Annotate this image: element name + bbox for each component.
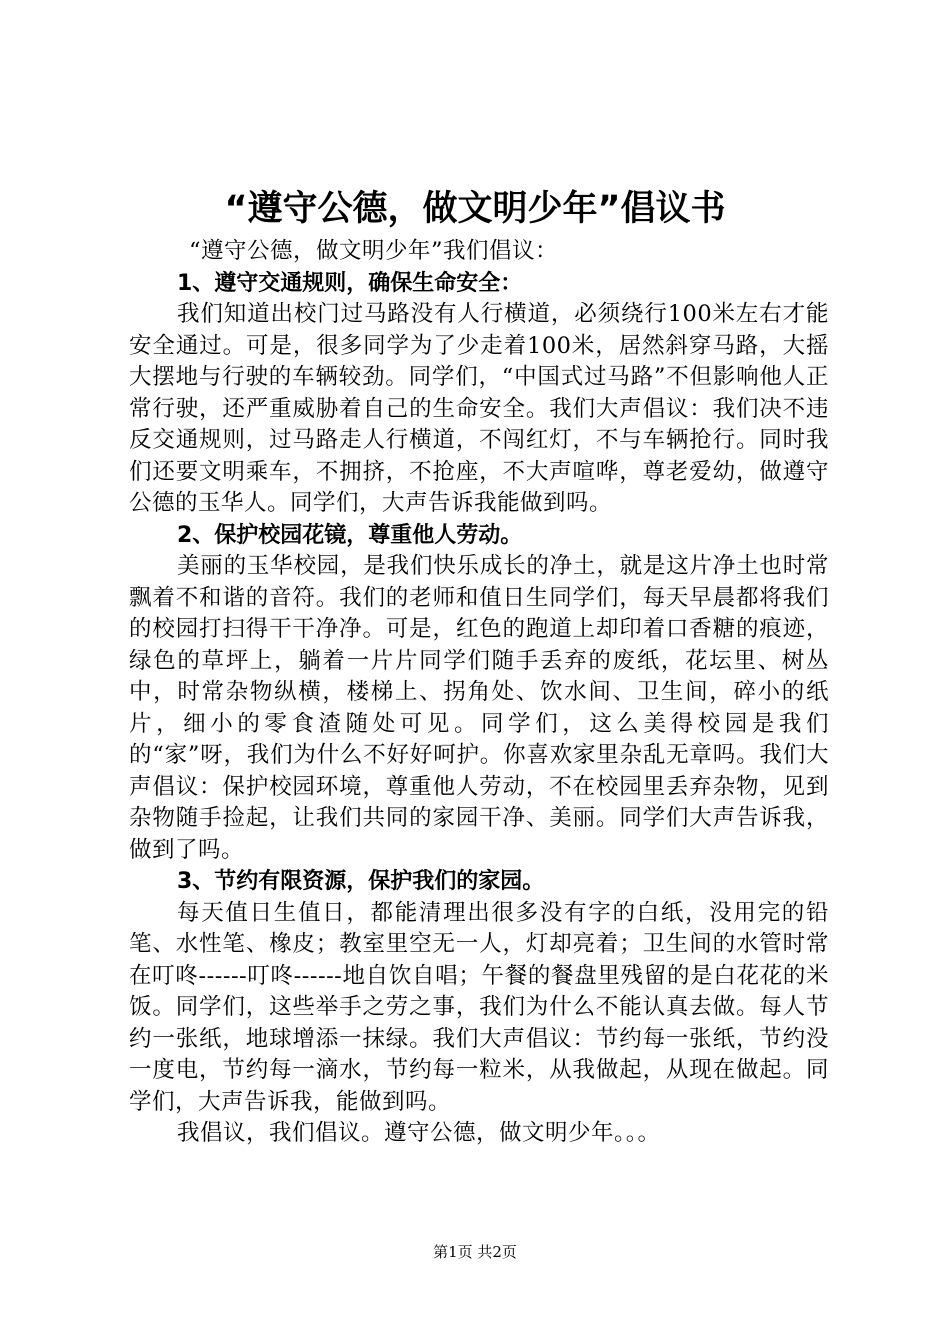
paragraph-campus: 美丽的玉华校园，是我们快乐成长的净土，就是这片净土也时常飘着不和谐的音符。我们的老师和值日生同学们，每天早晨都将我们的校园打扫得干干净净。可是，红色的跑道上却印着口香糖的痕迹，绿色的草坪上，躺着一片片同学们随手丢弃的废纸，花坛里、树丛中，时常杂物纵横，楼梯上、拐角处、饮水间、卫生间，碎小的纸片，细小的零食渣随处可见。同学们，这么美得校园是我们的“家”呀，我们为什么不好好呵护。你喜欢家里杂乱无章吗。我们大声倡议：保护校园环境，尊重他人劳动，不在校园里丢弃杂物，见到杂物随手捡起，让我们共同的家园干净、美丽。同学们大声告诉我，做到了吗。 xyxy=(129,553,829,863)
section-heading-campus: 2、保护校园花镜，尊重他人劳动。 xyxy=(177,522,523,548)
document-title: “遵守公德，做文明少年”倡议书 xyxy=(224,189,726,229)
document-body xyxy=(129,236,829,1150)
paragraph-traffic: 我们知道出校门过马路没有人行横道，必须绕行100米左右才能安全通过。可是，很多同学为了少走着100米，居然斜穿马路，大摇大摆地与行驶的车辆较劲。同学们，“中国式过马路”不但影响他人正常行驶，还严重威胁着自己的生命安全。我们大声倡议：我们决不违反交通规则，过马路走人行横道，不闯红灯，不与车辆抢行。同时我们还要文明乘车，不拥挤，不抢座，不大声喧哗，尊老爱幼，做遵守公德的玉华人。同学们，大声告诉我能做到吗。 xyxy=(129,301,829,516)
paragraph-resources: 每天值日生值日，都能清理出很多没有字的白纸，没用完的铅笔、水性笔、橡皮；教室里空无一人，灯却亮着；卫生间的水管时常在叮咚------叮咚------地自饮自唱；午餐的餐盘里残留的是白花花的米饭。同学们，这些举手之劳之事，我们为什么不能认真去做。每人节约一张纸，地球增添一抹绿。我们大声倡议：节约每一张纸，节约没一度电，节约每一滴水，节约每一粒米，从我做起，从现在做起。同学们，大声告诉我，能做到吗。 xyxy=(129,899,829,1115)
intro-paragraph: “遵守公德，做文明少年”我们倡议： xyxy=(189,238,559,264)
paragraph-closing: 我倡议，我们倡议。遵守公德，做文明少年。。。 xyxy=(177,1120,661,1146)
section-heading-resources: 3、节约有限资源，保护我们的家园。 xyxy=(177,869,545,894)
page-number-footer: 第1页 共2页 xyxy=(433,1243,517,1261)
section-heading-traffic: 1、遵守交通规则，确保生命安全： xyxy=(177,270,523,296)
